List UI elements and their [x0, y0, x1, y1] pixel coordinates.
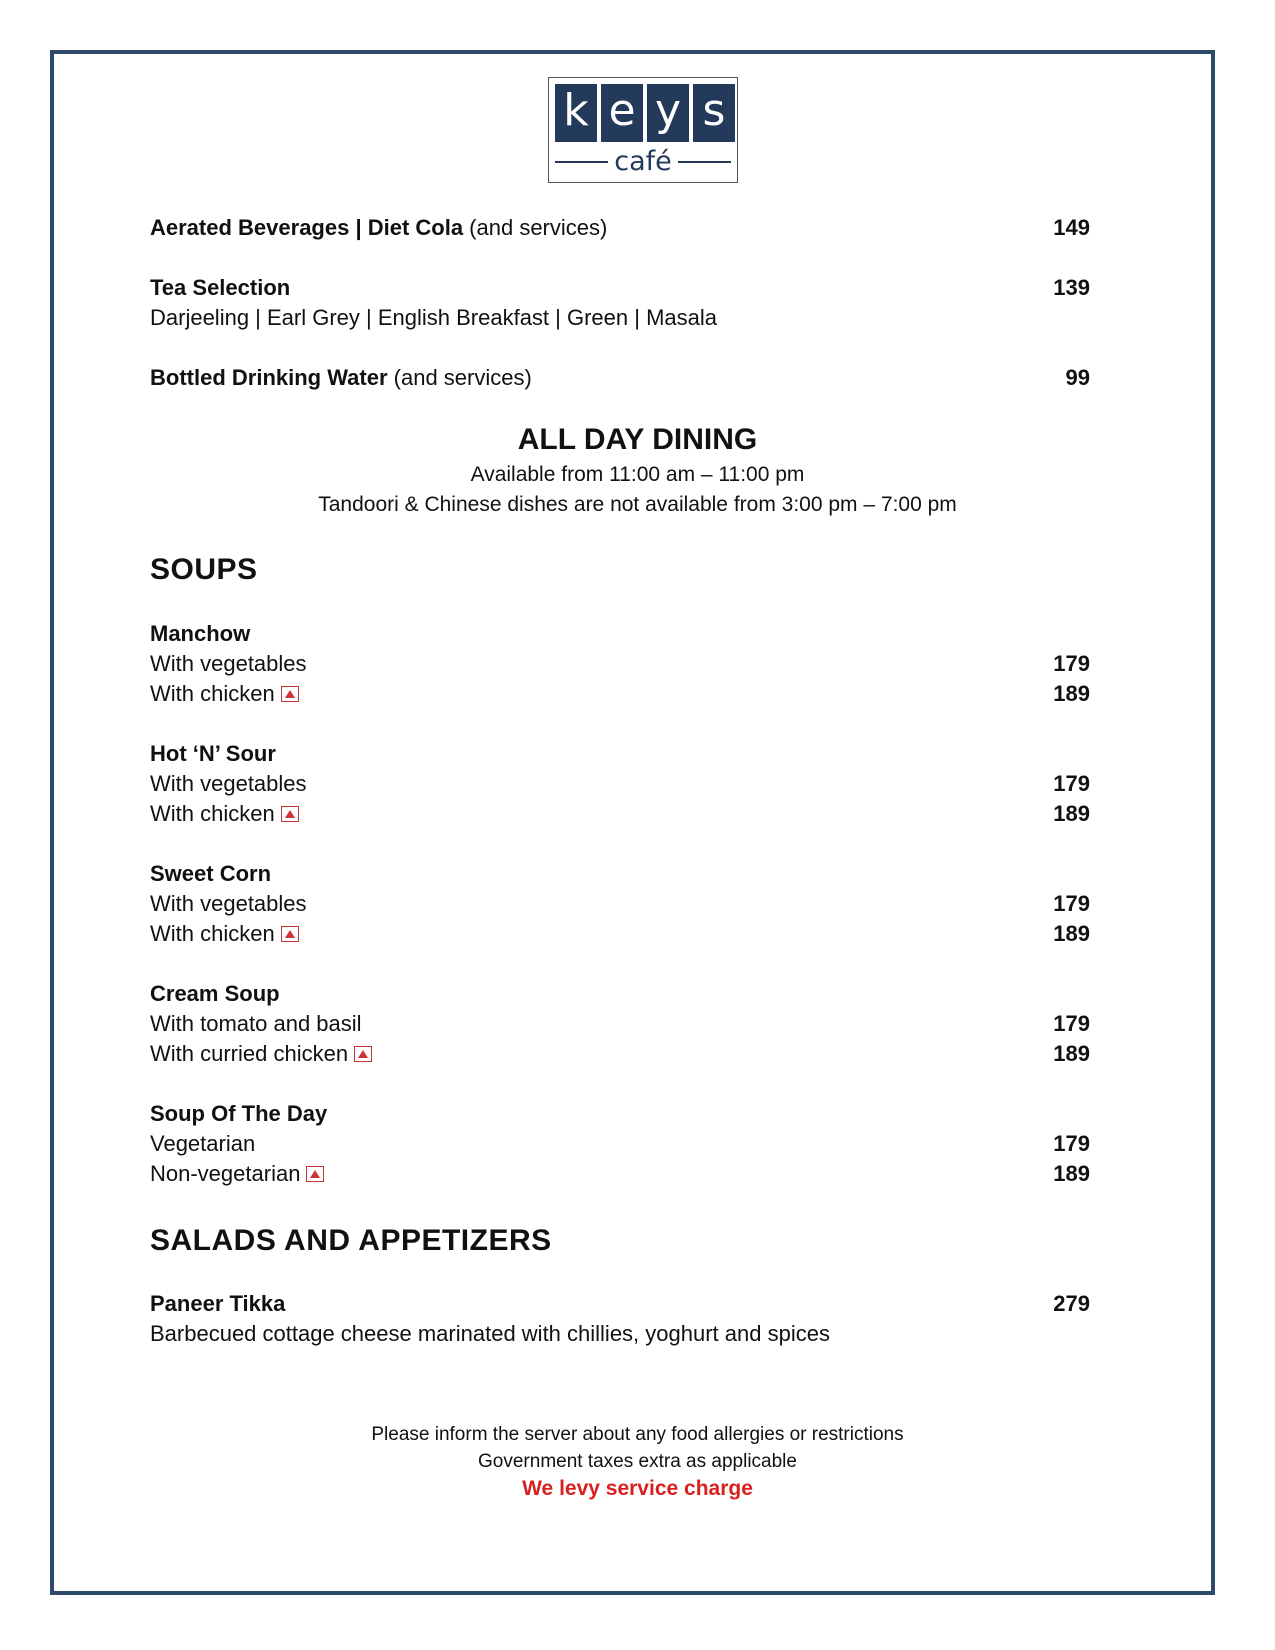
item-price: 189 [1053, 801, 1090, 826]
item-suffix: (and services) [463, 215, 608, 240]
keys-cafe-logo [548, 77, 738, 183]
non-veg-marker-icon [281, 806, 299, 822]
option-label: With vegetables [150, 651, 307, 676]
logo-letters [555, 84, 735, 142]
menu-item-bottled-water [150, 363, 1090, 393]
footer-service-charge: We levy service charge [522, 1477, 753, 1500]
item-option [150, 1039, 1090, 1069]
logo-subtitle: café [614, 146, 672, 177]
footer-allergy-note: Please inform the server about any food allergies or restrictions [371, 1424, 904, 1445]
logo-letter: y [647, 84, 689, 142]
non-veg-marker-icon [354, 1046, 372, 1062]
item-name: Tea Selection [150, 275, 291, 300]
item-price: 149 [1053, 215, 1090, 240]
item-option [150, 1009, 1090, 1039]
item-name: Soup Of The Day [150, 1101, 328, 1126]
item-description: Darjeeling | Earl Grey | English Breakfast | Green | Masala [150, 305, 717, 330]
logo-letter: e [601, 84, 643, 142]
item-price: 99 [1065, 365, 1090, 390]
item-name: Hot ‘N’ Sour [150, 741, 276, 766]
logo-rule [555, 161, 608, 163]
logo-subtitle-row [555, 148, 731, 176]
item-name: Manchow [150, 621, 251, 646]
unavailability-note: Tandoori & Chinese dishes are not available from 3:00 pm – 7:00 pm [318, 493, 957, 516]
option-label: With vegetables [150, 891, 307, 916]
menu-item-hot-n-sour [150, 739, 1090, 769]
menu-item-diet-cola [150, 213, 1090, 243]
item-name: Bottled Drinking Water [150, 365, 388, 390]
item-price: 189 [1053, 681, 1090, 706]
item-option [150, 889, 1090, 919]
item-price: 179 [1053, 891, 1090, 916]
option-label: With vegetables [150, 771, 307, 796]
item-suffix: (and services) [387, 365, 532, 390]
item-option [150, 679, 1090, 709]
item-option [150, 1129, 1090, 1159]
item-option [150, 919, 1090, 949]
logo-letter: k [555, 84, 597, 142]
item-name: Aerated Beverages | Diet Cola [150, 215, 464, 240]
item-price: 179 [1053, 771, 1090, 796]
item-price: 179 [1053, 1011, 1090, 1036]
item-price: 139 [1053, 275, 1090, 300]
item-price: 179 [1053, 1131, 1090, 1156]
menu-item-tea-selection [150, 273, 1090, 303]
item-name: Sweet Corn [150, 861, 272, 886]
option-label: Non-vegetarian [150, 1161, 301, 1186]
section-title-salads: SALADS AND APPETIZERS [150, 1224, 552, 1257]
footer-tax-note: Government taxes extra as applicable [478, 1451, 797, 1472]
non-veg-marker-icon [281, 686, 299, 702]
menu-item-sweet-corn [150, 859, 1090, 889]
option-label: With curried chicken [150, 1041, 349, 1066]
option-label: With tomato and basil [150, 1011, 362, 1036]
option-label: With chicken [150, 681, 275, 706]
option-label: With chicken [150, 921, 275, 946]
item-price: 189 [1053, 1161, 1090, 1186]
item-price: 189 [1053, 1041, 1090, 1066]
item-name: Paneer Tikka [150, 1291, 286, 1316]
item-description: Barbecued cottage cheese marinated with chillies, yoghurt and spices [150, 1321, 830, 1346]
item-option [150, 649, 1090, 679]
section-title-all-day-dining: ALL DAY DINING [517, 423, 758, 456]
logo-letter: s [693, 84, 735, 142]
option-label: With chicken [150, 801, 275, 826]
item-price: 179 [1053, 651, 1090, 676]
menu-item-paneer-tikka [150, 1289, 1090, 1319]
item-price: 279 [1053, 1291, 1090, 1316]
menu-item-manchow [150, 619, 1090, 649]
logo-rule [678, 161, 731, 163]
non-veg-marker-icon [306, 1166, 324, 1182]
item-option [150, 1159, 1090, 1189]
menu-item-cream-soup [150, 979, 1090, 1009]
item-name: Cream Soup [150, 981, 280, 1006]
item-option [150, 769, 1090, 799]
menu-item-soup-of-the-day [150, 1099, 1090, 1129]
item-option [150, 799, 1090, 829]
option-label: Vegetarian [150, 1131, 256, 1156]
item-price: 189 [1053, 921, 1090, 946]
non-veg-marker-icon [281, 926, 299, 942]
availability-note: Available from 11:00 am – 11:00 pm [470, 463, 805, 486]
section-title-soups: SOUPS [150, 553, 258, 586]
